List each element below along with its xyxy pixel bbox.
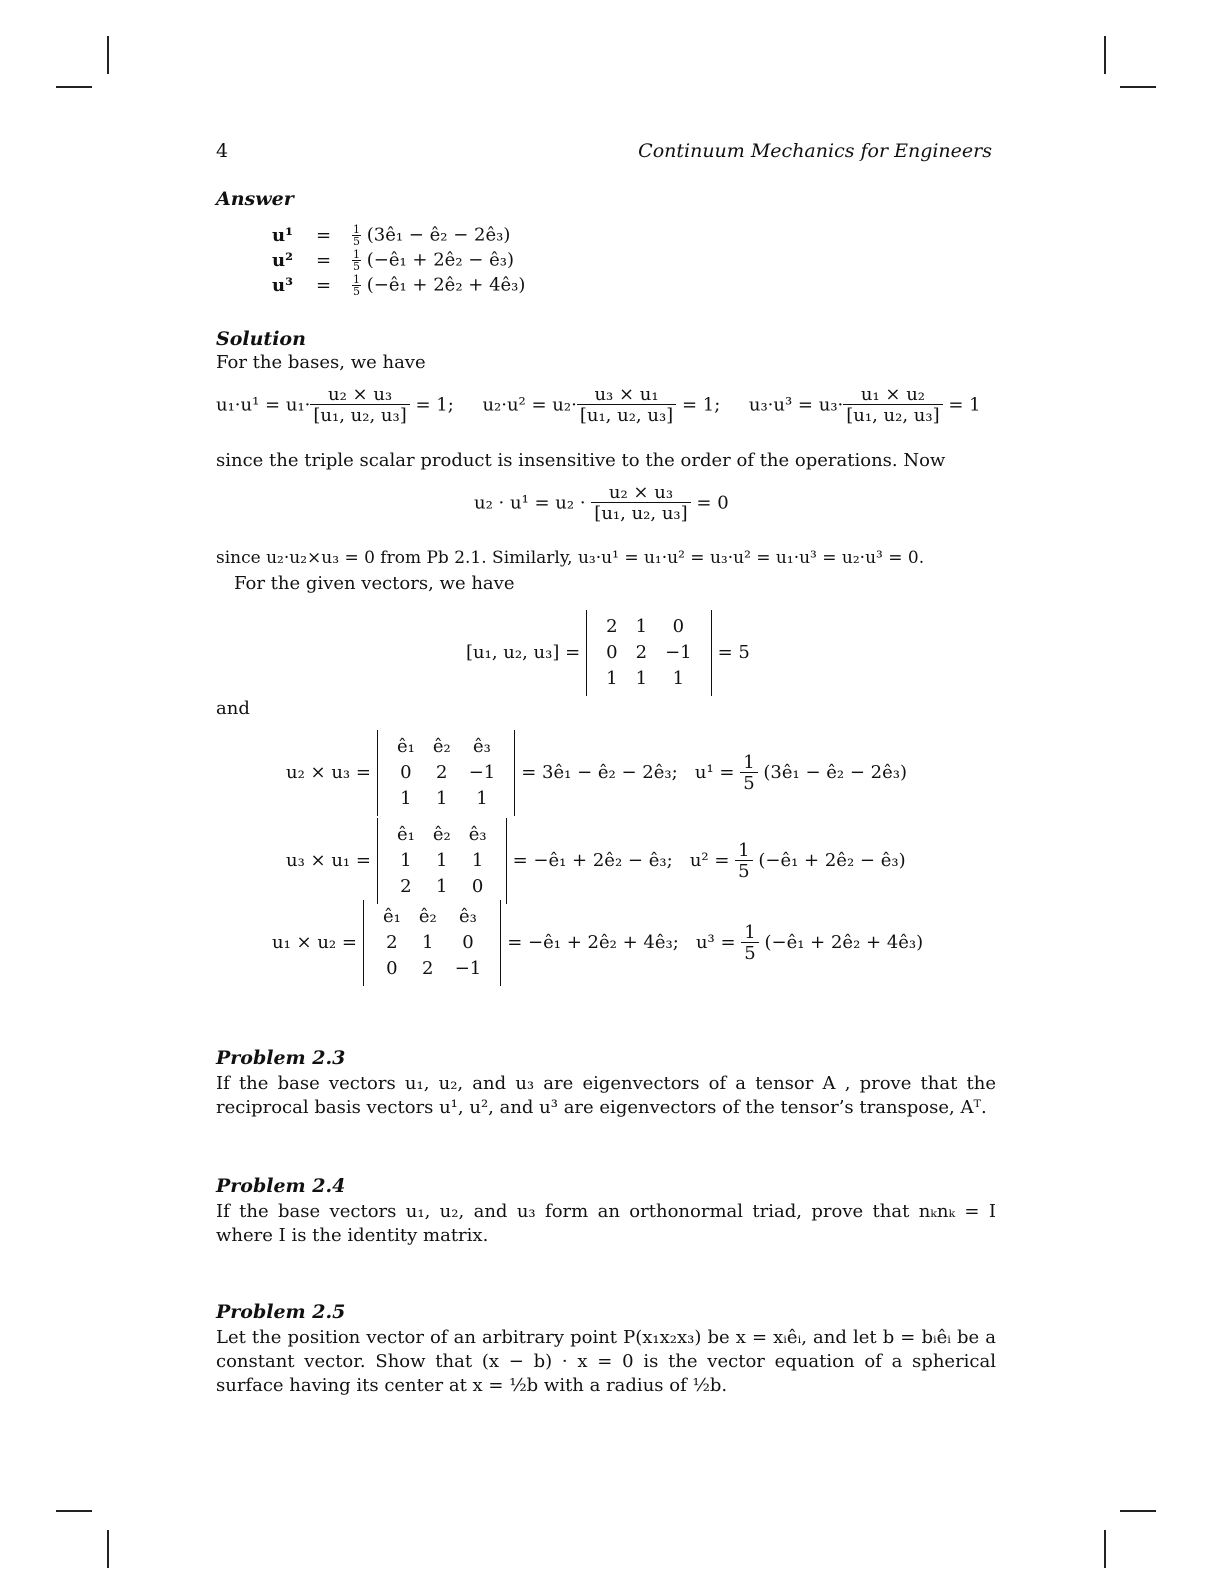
answer-row: u² = $\frac{1}{5}$ (−ê₁ + 2ê₂ − ê₃) [272, 248, 514, 273]
answer-row: u³ = $\frac{1}{5}$ (−ê₁ + 2ê₂ + 4ê₃) [272, 273, 526, 298]
problem-title: Problem 2.3 [216, 1047, 346, 1069]
equation-bases: u₁·u¹ = u₁· $\frac{\text{u₂ × u₃}}{\text{[u₁, u₂, u₃]}}$ = 1; u₂·u² = u₂· $\frac{\text{u₃ × u₁}}{\text{[u₁, u₂, u₃]}}$ = 1; u₃·u³ = u₃· $\frac{\text{u₁ × u₂}}{\text{[u₁, u₂, u₃]}}$ = 1 [216, 384, 981, 426]
equation-orthogonal: u₂ · u¹ = u₂ · $\frac{\text{u₂ × u₃}}{\text{[u₁, u₂, u₃]}}$ = 0 [474, 482, 729, 524]
problem-title: Problem 2.5 [216, 1301, 346, 1323]
crop-mark [107, 1530, 109, 1568]
text-triple-product: since the triple scalar product is insensitive to the order of the operations. Now [216, 450, 946, 471]
crop-mark [56, 1510, 92, 1512]
problem-2-3 [216, 1046, 996, 1120]
crop-mark [1120, 86, 1156, 88]
solution-intro: For the bases, we have [216, 352, 426, 373]
cross-product-u1u2: u₁ × u₂ = ê₁ ê₂ ê₃ 2 1 0 0 2 −1 = −ê₁ + 2ê₂ + 4ê₃; u³ = $\frac{1}{5}$ (−ê₁ + 2ê₂ + 4ê₃) [272, 900, 923, 986]
problem-2-5 [216, 1300, 996, 1398]
determinant-triple: [u₁, u₂, u₃] = 2 1 0 0 2 −1 1 1 1 = 5 [466, 610, 750, 696]
answer-heading: Answer [216, 188, 294, 210]
crop-mark [56, 86, 92, 88]
problem-text: Let the position vector of an arbitrary point P(x₁x₂x₃) be x = xᵢêᵢ, and let b = bᵢêᵢ be a constant vector. Show that (x − b) · x = 0 is the vector equation of a spherical surface having its center at x = ½b with a radius of ½b. [216, 1327, 996, 1396]
cross-product-u3u1: u₃ × u₁ = ê₁ ê₂ ê₃ 1 1 1 2 1 0 = −ê₁ + 2ê₂ − ê₃; u² = $\frac{1}{5}$ (−ê₁ + 2ê₂ − ê₃) [286, 818, 906, 904]
problem-title: Problem 2.4 [216, 1175, 346, 1197]
crop-mark [1104, 36, 1106, 74]
answer-row: u¹ = $\frac{1}{5}$ (3ê₁ − ê₂ − 2ê₃) [272, 223, 511, 248]
running-title: Continuum Mechanics for Engineers [638, 140, 992, 162]
crop-mark [1104, 1530, 1106, 1568]
problem-text: If the base vectors u₁, u₂, and u₃ form an orthonormal triad, prove that nₖnₖ = I where I is the identity matrix. [216, 1201, 996, 1246]
cross-product-u2u3: u₂ × u₃ = ê₁ ê₂ ê₃ 0 2 −1 1 1 1 = 3ê₁ − ê₂ − 2ê₃; u¹ = $\frac{1}{5}$ (3ê₁ − ê₂ − 2ê₃) [286, 730, 907, 816]
problem-2-4 [216, 1174, 996, 1248]
crop-mark [1120, 1510, 1156, 1512]
page-number: 4 [216, 140, 229, 162]
text-similarly: since u₂·u₂×u₃ = 0 from Pb 2.1. Similarly, u₃·u¹ = u₁·u² = u₃·u² = u₁·u³ = u₂·u³ = 0. [216, 548, 925, 568]
solution-heading: Solution [216, 328, 306, 350]
crop-mark [107, 36, 109, 74]
problem-text: If the base vectors u₁, u₂, and u₃ are eigenvectors of a tensor A , prove that the reciprocal basis vectors u¹, u², and u³ are eigenvectors of the tensor’s transpose, Aᵀ. [216, 1073, 996, 1118]
text-and: and [216, 698, 250, 719]
text-given-vectors: For the given vectors, we have [234, 573, 515, 594]
